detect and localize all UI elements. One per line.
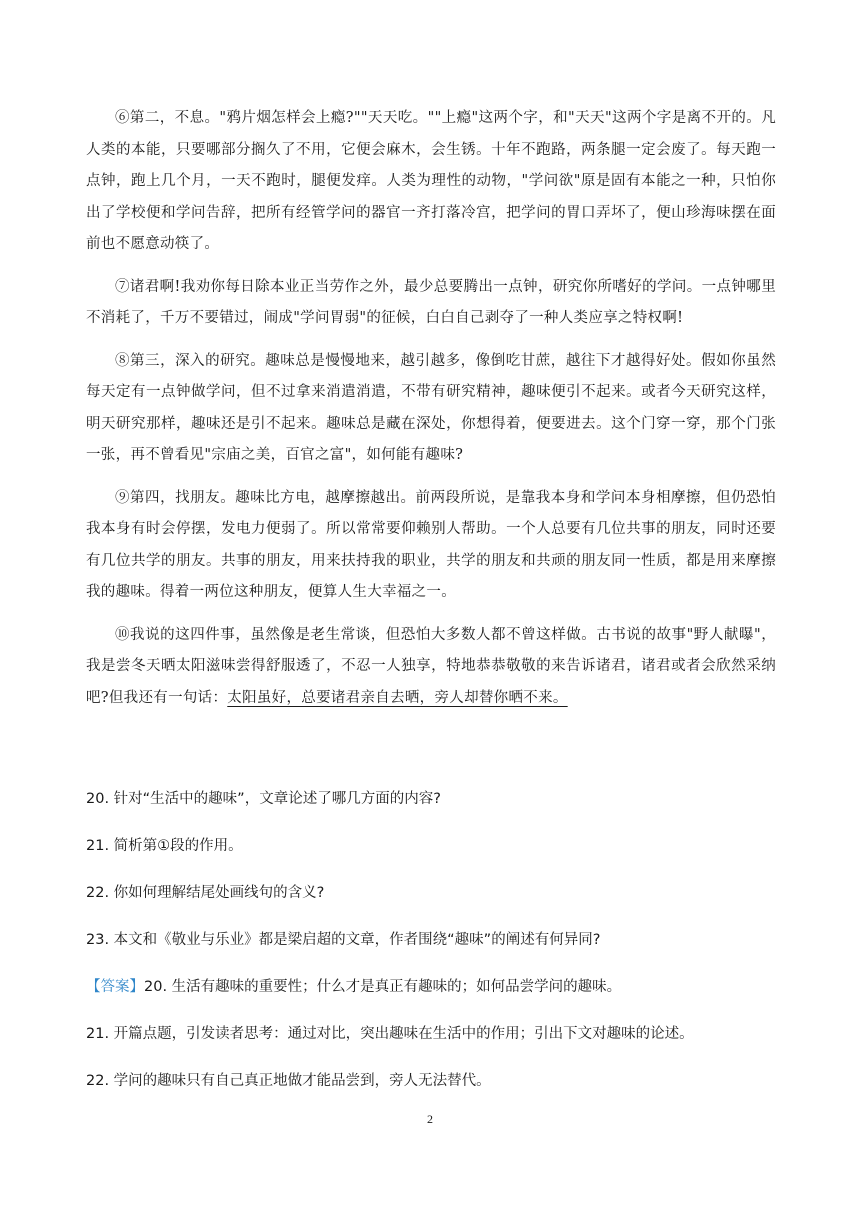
- paragraph-10-text: ⑩我说的这四件事，虽然像是老生常谈，但恐怕大多数人都不曾这样做。古书说的故事"野人献曝"，我是尝冬天晒太阳滋味尝得舒服透了，不忍一人独享，特地恭恭敬敬的来告诉诸君，诸君或者会欣然采纳吧?但我还有一句话：: [86, 626, 776, 706]
- page-number: 2: [427, 1112, 433, 1126]
- question-22: 22. 你如何理解结尾处画线句的含义?: [86, 885, 325, 901]
- answer-22: 22. 学问的趣味只有自己真正地做才能品尝到，旁人无法替代。: [86, 1073, 491, 1089]
- answer-20: [86, 976, 776, 998]
- answer-21: 21. 开篇点题，引发读者思考：通过对比，突出趣味在生活中的作用；引出下文对趣味的论述。: [86, 1026, 694, 1042]
- answer-tag: 【答案】: [86, 979, 144, 995]
- paragraph-7: ⑦诸君啊!我劝你每日除本业正当劳作之外，最少总要腾出一点钟，研究你所嗜好的学问。一点钟哪里不消耗了，千万不要错过，闹成"学问胃弱"的征候，白白自己剥夺了一种人类应享之特权啊!: [86, 278, 776, 326]
- paragraph-9: ⑨第四，找朋友。趣味比方电，越摩擦越出。前两段所说，是靠我本身和学问本身相摩擦，但仍恐怕我本身有时会停摆，发电力便弱了。所以常常要仰赖别人帮助。一个人总要有几位共事的朋友，同时还要有几位共学的朋友。共事的朋友，用来扶持我的职业，共学的朋友和共顽的朋友同一性质，都是用来摩擦我的趣味。得着一两位这种朋友，便算人生大幸福之一。: [86, 489, 776, 600]
- paragraph-8: ⑧第三，深入的研究。趣味总是慢慢地来，越引越多，像倒吃甘蔗，越往下才越得好处。假如你虽然每天定有一点钟做学问，但不过拿来消遣消遣，不带有研究精神，趣味便引不起来。或者今天研究这样，明天研究那样，趣味还是引不起来。趣味总是藏在深处，你想得着，便要进去。这个门穿一穿，那个门张一张，再不曾看见"宗庙之美，百官之富"，如何能有趣味?: [86, 352, 776, 463]
- underlined-sentence: 太阳虽好，总要诸君亲自去晒，旁人却替你晒不来。: [227, 689, 568, 706]
- question-23: 23. 本文和《敬业与乐业》都是梁启超的文章，作者围绕“趣味”的阐述有何异同?: [86, 932, 601, 948]
- paragraph-6: ⑥第二，不息。"鸦片烟怎样会上瘾?""天天吃。""上瘾"这两个字，和"天天"这两个字是离不开的。凡人类的本能，只要哪部分搁久了不用，它便会麻木，会生锈。十年不跑路，两条腿一定会废了。每天跑一点钟，跑上几个月，一天不跑时，腿便发痒。人类为理性的动物，"学问欲"原是固有本能之一种，只怕你出了学校便和学问告辞，把所有经管学问的器官一齐打落冷宫，把学问的胃口弄坏了，便山珍海味摆在面前也不愿意动筷了。: [86, 110, 776, 252]
- reading-passage: [86, 103, 776, 725]
- question-21: 21. 简析第①段的作用。: [86, 838, 243, 854]
- paragraph-10: [86, 620, 776, 715]
- question-section: [86, 788, 776, 1117]
- question-20: 20. 针对“生活中的趣味”，文章论述了哪几方面的内容?: [86, 791, 441, 807]
- answer-20-text: 20. 生活有趣味的重要性；什么才是真正有趣味的；如何品尝学问的趣味。: [144, 979, 622, 995]
